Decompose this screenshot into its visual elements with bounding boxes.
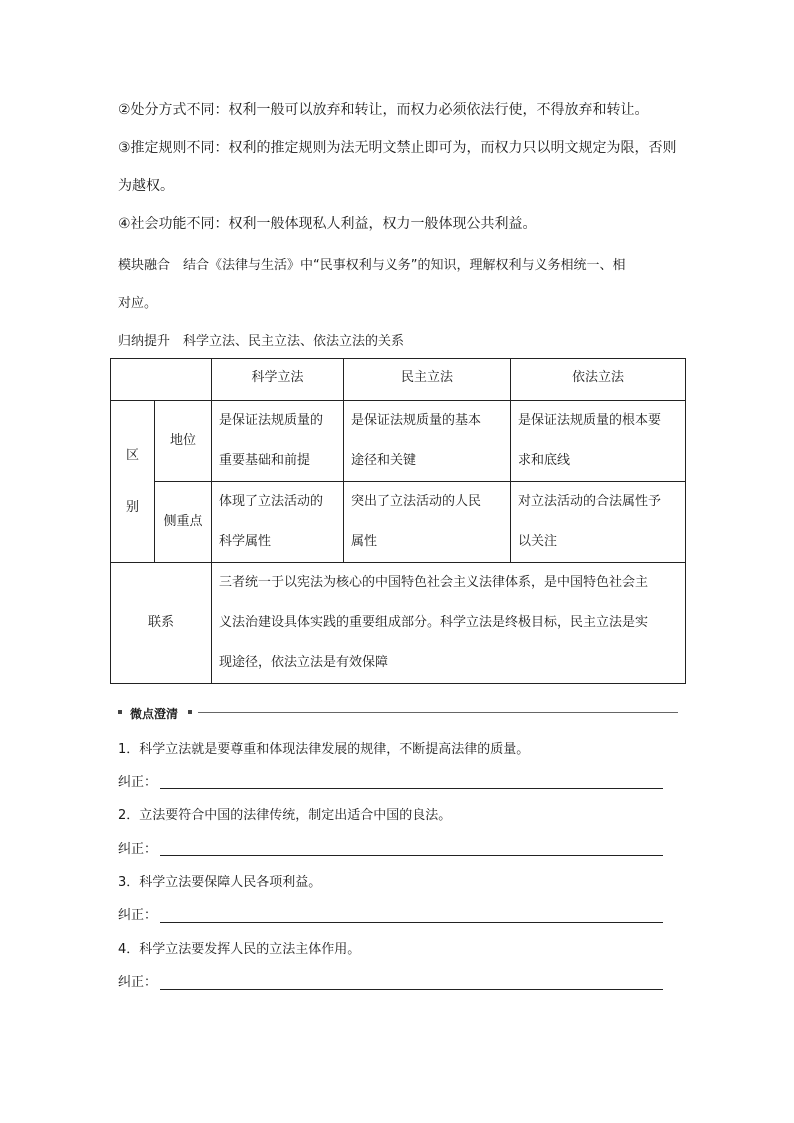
correction-answer-line[interactable] <box>160 922 663 923</box>
module-fusion-cont: 对应。 <box>118 296 158 311</box>
table-header-row <box>111 359 686 401</box>
cell-line: 重要基础和前提 <box>219 453 311 468</box>
cell-line: 对立法活动的合法属性予 <box>518 494 662 509</box>
cell-line: 科学属性 <box>219 534 272 549</box>
header-scientific: 科学立法 <box>212 359 344 401</box>
cell-line: 是保证法规质量的根本要 <box>518 413 662 428</box>
header-democratic: 民主立法 <box>344 359 511 401</box>
table-cell <box>212 482 344 563</box>
table-corner-cell <box>111 359 212 401</box>
correction-answer-line[interactable] <box>160 788 663 789</box>
group-label-char: 区 <box>125 447 139 463</box>
section-title: 微点澄清 <box>130 707 179 721</box>
summary-heading: 归纳提升 科学立法、民主立法、依法立法的关系 <box>118 334 405 349</box>
cell-line: 现途径，依法立法是有效保障 <box>219 655 389 670</box>
cell-line: 求和底线 <box>518 453 571 468</box>
module-fusion-line: 模块融合 结合《法律与生活》中“民事权利与义务”的知识，理解权利与义务相统一、相 <box>118 258 626 273</box>
row-label-emphasis: 侧重点 <box>155 482 212 563</box>
square-bullet-icon <box>118 710 122 714</box>
cell-line: 是保证法规质量的基本 <box>351 413 482 428</box>
relation-cell <box>212 563 686 684</box>
table-row <box>111 401 686 482</box>
list-item: 2．立法要符合中国的法律传统，制定出适合中国的良法。 <box>118 808 452 823</box>
comparison-table <box>110 358 686 684</box>
cell-line: 是保证法规质量的 <box>219 413 324 428</box>
text-line-social-function: ④社会功能不同：权利一般体现私人利益，权力一般体现公共利益。 <box>118 216 537 232</box>
cell-line: 三者统一于以宪法为核心的中国特色社会主义法律体系，是中国特色社会主 <box>219 575 649 590</box>
table-row <box>111 482 686 563</box>
cell-line: 途径和关键 <box>351 453 417 468</box>
table-cell <box>344 482 511 563</box>
text-line-disposal: ②处分方式不同：权利一般可以放弃和转让，而权力必须依法行使，不得放弃和转让。 <box>118 102 649 118</box>
correction-answer-line[interactable] <box>160 855 663 856</box>
text-line-presumption-cont: 为越权。 <box>118 178 174 194</box>
difference-group-label <box>111 401 155 563</box>
correction-label: 纠正： <box>118 775 158 790</box>
cell-line: 突出了立法活动的人民 <box>351 494 482 509</box>
list-item: 3．科学立法要保障人民各项利益。 <box>118 875 322 890</box>
correction-answer-line[interactable] <box>160 989 663 990</box>
header-lawful: 依法立法 <box>511 359 686 401</box>
table-cell <box>344 401 511 482</box>
table-cell <box>212 401 344 482</box>
text-line-presumption: ③推定规则不同：权利的推定规则为法无明文禁止即可为，而权力只以明文规定为限，否则 <box>118 140 677 156</box>
correction-label: 纠正： <box>118 842 158 857</box>
cell-line: 属性 <box>351 534 378 549</box>
table-cell <box>511 401 686 482</box>
section-header <box>118 703 678 723</box>
square-bullet-icon <box>188 710 192 714</box>
row-label-status: 地位 <box>155 401 212 482</box>
group-label-char: 别 <box>125 499 139 515</box>
cell-line: 以关注 <box>518 534 558 549</box>
correction-label: 纠正： <box>118 975 158 990</box>
table-row <box>111 563 686 684</box>
table-cell <box>511 482 686 563</box>
row-label-relation: 联系 <box>111 563 212 684</box>
correction-label: 纠正： <box>118 908 158 923</box>
list-item: 4．科学立法要发挥人民的立法主体作用。 <box>118 942 361 957</box>
cell-line: 体现了立法活动的 <box>219 494 324 509</box>
section-divider <box>198 712 678 713</box>
list-item: 1．科学立法就是要尊重和体现法律发展的规律，不断提高法律的质量。 <box>118 742 530 757</box>
cell-line: 义法治建设具体实践的重要组成部分。科学立法是终极目标，民主立法是实 <box>219 615 649 630</box>
